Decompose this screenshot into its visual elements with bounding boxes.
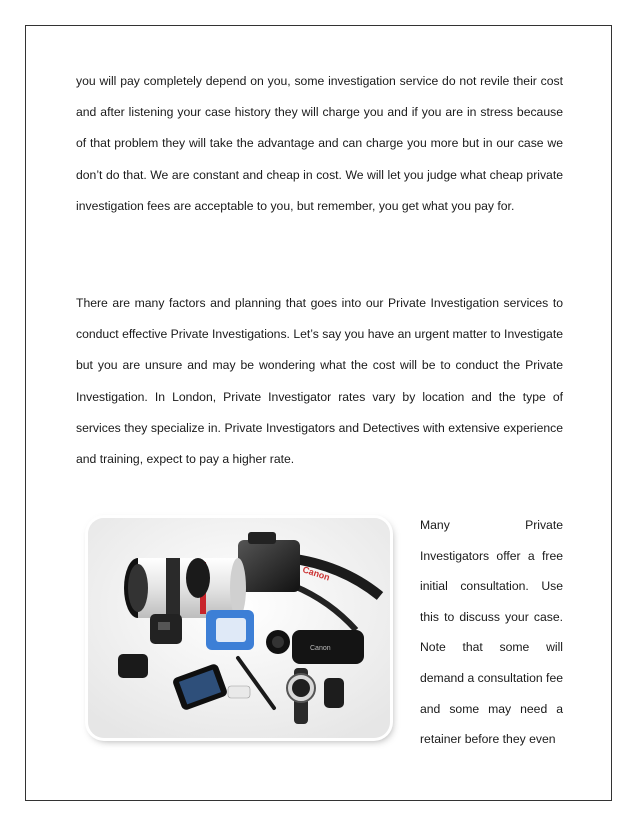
camcorder-brand-text: Canon (310, 645, 331, 652)
camera-body (238, 540, 300, 592)
spy-equipment-photo (88, 518, 390, 738)
second-lens (186, 558, 210, 598)
blue-gadget (206, 610, 254, 650)
body-paragraph-2: There are many factors and planning that goes into our Private Investigation services to conduct effective Private Investigations. Let’s say you have an urgent matter to Investigate but you are unsure and may be wondering what the cost will be to conduct the Private Investigation. In London, Private Investigator rates vary by location and the type of services they specialize in. Private Investigators and Detectives with extensive experience and training, expect to pay a higher rate. (76, 296, 563, 467)
sidebar-paragraph: Many Private Investigators offer a free initial consultation. Use this to discuss your case. Note that some will demand a consultation fee and some may need a retainer before they even (420, 518, 563, 747)
small-recorder (118, 654, 148, 678)
remote-key (228, 686, 250, 698)
telephoto-lens (124, 558, 246, 618)
body-paragraph-1: you will pay completely depend on you, some investigation service do not revile their cost and after listening your case history they will charge you and if you are in stress because of that problem they will take the advantage and can charge you more but in our case we don’t do that. We are constant and cheap in cost. We will let you judge what cheap private investigation fees are acceptable to you, but remember, you get what you pay for. (76, 74, 563, 213)
strap-brand-text: Canon (301, 564, 332, 583)
key-fob (324, 678, 344, 708)
